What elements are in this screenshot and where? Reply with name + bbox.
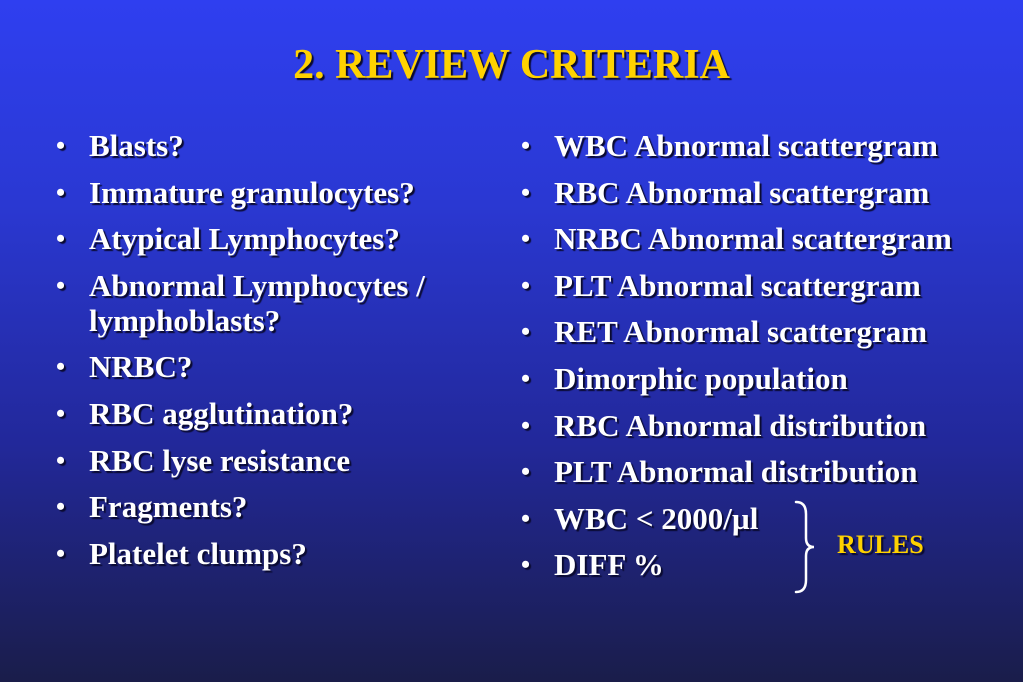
list-item — [56, 536, 496, 571]
list-item-text: NRBC Abnormal scattergram — [554, 221, 952, 257]
list-item-text: RBC agglutination? — [89, 395, 354, 431]
bullet-icon: • — [521, 270, 531, 300]
slide-title: 2. REVIEW CRITERIA — [293, 42, 730, 88]
list-item — [56, 443, 496, 478]
list-item-text: PLT Abnormal distribution — [554, 454, 918, 490]
bullet-icon: • — [521, 177, 531, 207]
list-item-text: NRBC? — [89, 349, 193, 385]
list-item — [521, 361, 1021, 396]
list-item — [56, 221, 496, 256]
list-item — [521, 128, 1021, 163]
list-item — [521, 408, 1021, 443]
rules-label: RULES — [837, 530, 924, 559]
bullet-icon: • — [521, 363, 531, 393]
list-item-text: WBC < 2000/µl — [554, 500, 759, 536]
bullet-icon: • — [56, 398, 66, 428]
list-item — [56, 268, 496, 338]
bullet-icon: • — [56, 492, 66, 522]
right-criteria-list — [521, 128, 1021, 594]
list-item-text: Blasts? — [89, 128, 184, 163]
list-item — [521, 501, 1021, 536]
bullet-icon: • — [56, 352, 66, 382]
list-item-text: WBC Abnormal scattergram — [554, 128, 938, 163]
bullet-icon: • — [56, 270, 66, 300]
bullet-icon: • — [56, 224, 66, 254]
list-item-text: RET Abnormal scattergram — [554, 314, 928, 350]
list-item-text: Atypical Lymphocytes? — [89, 221, 400, 257]
list-item — [56, 128, 496, 163]
list-item-text: Abnormal Lymphocytes / lymphoblasts? — [89, 267, 425, 338]
list-item — [56, 489, 496, 524]
list-item — [521, 454, 1021, 489]
left-criteria-list — [56, 128, 496, 582]
bullet-icon: • — [521, 550, 531, 580]
bullet-icon: • — [56, 131, 66, 160]
list-item — [56, 396, 496, 431]
list-item-text: Dimorphic population — [554, 360, 848, 396]
list-item — [521, 547, 1021, 582]
right-brace-icon — [794, 500, 816, 594]
list-item-text: RBC Abnormal scattergram — [554, 174, 930, 210]
list-item — [521, 221, 1021, 256]
list-item-text: RBC Abnormal distribution — [554, 407, 927, 443]
bullet-icon: • — [56, 177, 66, 207]
bullet-icon: • — [521, 503, 531, 533]
bullet-icon: • — [521, 457, 531, 487]
list-item — [56, 349, 496, 384]
list-item — [521, 268, 1021, 303]
bullet-icon: • — [521, 317, 531, 347]
bullet-icon: • — [521, 131, 531, 160]
bullet-icon: • — [521, 224, 531, 254]
list-item — [521, 314, 1021, 349]
list-item — [521, 175, 1021, 210]
list-item — [56, 175, 496, 210]
bullet-icon: • — [56, 538, 66, 568]
list-item-text: Immature granulocytes? — [89, 174, 415, 210]
list-item-text: Platelet clumps? — [89, 535, 307, 571]
bullet-icon: • — [56, 445, 66, 475]
bullet-icon: • — [521, 410, 531, 440]
list-item-text: DIFF % — [554, 547, 664, 583]
list-item-text: PLT Abnormal scattergram — [554, 267, 921, 303]
list-item-text: Fragments? — [89, 489, 248, 525]
list-item-text: RBC lyse resistance — [89, 442, 351, 478]
